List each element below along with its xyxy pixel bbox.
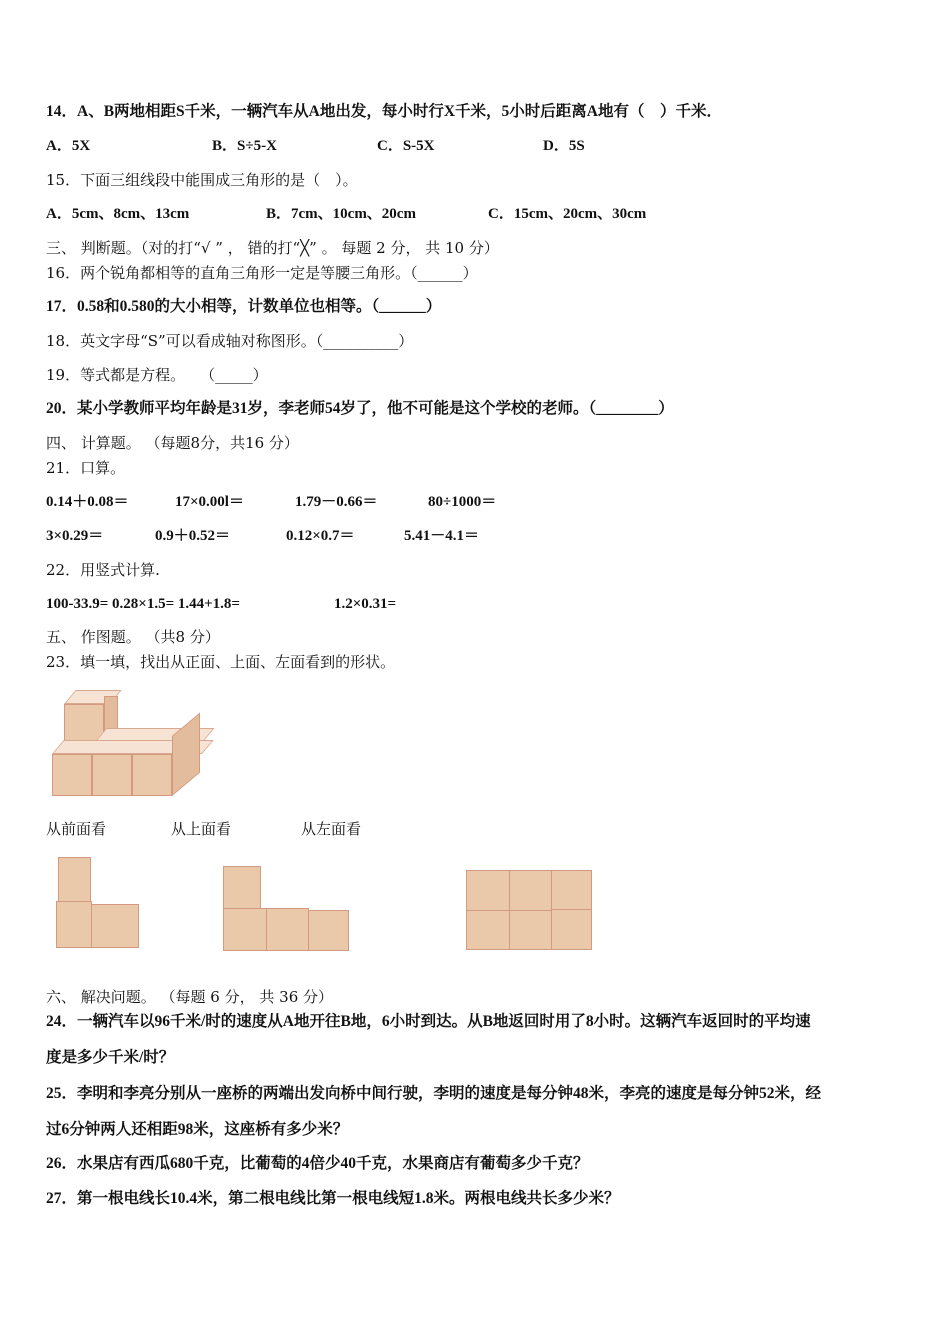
calc-item: 0.12×0.7＝: [286, 528, 355, 544]
question-21: 21．口算。: [46, 459, 126, 477]
calc-item: 17×0.00l＝: [175, 494, 244, 510]
front-view-figure: [56, 857, 142, 951]
cube-stack-figure: [50, 688, 205, 800]
question-26: 26．水果店有西瓜680千克，比葡萄的4倍少40千克，水果商店有葡萄多少千克？: [46, 1155, 589, 1172]
section-6-heading: 六、 解决问题。 （每题 6 分， 共 36 分）: [46, 988, 334, 1006]
section-3-heading: 三、 判断题。（对的打“√ ” ， 错的打“╳” 。 每题 2 分， 共 10 分）: [46, 239, 499, 257]
left-view-figure: [466, 870, 594, 952]
option-c: C．15cm、20cm、30cm: [488, 206, 647, 222]
question-23: 23．填一填，找出从正面、上面、左面看到的形状。: [46, 653, 396, 671]
calc-item: 80÷1000＝: [428, 494, 497, 510]
view-label-top: 从上面看: [171, 820, 232, 838]
vertical-calc-items: 100-33.9= 0.28×1.5= 1.44+1.8=: [46, 596, 240, 612]
option-d: D．5S: [543, 138, 585, 154]
option-b: B．7cm、10cm、20cm: [266, 206, 416, 222]
question-17: 17．0.58和0.580的大小相等，计数单位也相等。（______）: [46, 298, 442, 315]
question-15: 15．下面三组线段中能围成三角形的是（ ）。: [46, 171, 358, 189]
question-20: 20．某小学教师平均年龄是31岁，李老师54岁了，他不可能是这个学校的老师。（________）: [46, 400, 674, 417]
question-22: 22．用竖式计算.: [46, 561, 160, 579]
question-25-line1: 25．李明和李亮分别从一座桥的两端出发向桥中间行驶，李明的速度是每分钟48米，李亮的速度是每分钟52米，经: [46, 1085, 822, 1102]
vertical-calc-item: 1.2×0.31=: [334, 596, 397, 612]
calc-item: 0.14＋0.08＝: [46, 494, 129, 510]
calc-item: 3×0.29＝: [46, 528, 104, 544]
question-25-line2: 过6分钟两人还相距98米，这座桥有多少米？: [46, 1121, 349, 1138]
section-5-heading: 五、 作图题。 （共8 分）: [46, 628, 220, 646]
calc-item: 1.79－0.66＝: [295, 494, 378, 510]
option-a: A．5X: [46, 138, 91, 154]
option-a: A．5cm、8cm、13cm: [46, 206, 190, 222]
option-c: C．S-5X: [377, 138, 435, 154]
question-27: 27．第一根电线长10.4米，第二根电线比第一根电线短1.8米。两根电线共长多少米？: [46, 1190, 620, 1207]
question-14: 14．A、B两地相距S千米，一辆汽车从A地出发，每小时行X千米，5小时后距离A地有（ ）千米．: [46, 103, 722, 120]
question-24-line2: 度是多少千米/时？: [46, 1049, 175, 1066]
option-b: B．S÷5-X: [212, 138, 277, 154]
view-label-left: 从左面看: [301, 820, 362, 838]
calc-item: 5.41－4.1＝: [404, 528, 480, 544]
question-24-line1: 24．一辆汽车以96千米/时的速度从A地开往B地，6小时到达。从B地返回时用了8小时。这辆汽车返回时的平均速: [46, 1013, 811, 1030]
section-4-heading: 四、 计算题。 （每题8分，共16 分）: [46, 434, 299, 452]
calc-item: 0.9＋0.52＝: [155, 528, 231, 544]
view-label-front: 从前面看: [46, 820, 107, 838]
top-view-figure: [223, 866, 353, 952]
question-18: 18．英文字母“S”可以看成轴对称图形。（__________）: [46, 332, 414, 350]
question-16: 16．两个锐角都相等的直角三角形一定是等腰三角形。（______）: [46, 264, 478, 282]
question-19: 19．等式都是方程。 （_____）: [46, 366, 268, 384]
